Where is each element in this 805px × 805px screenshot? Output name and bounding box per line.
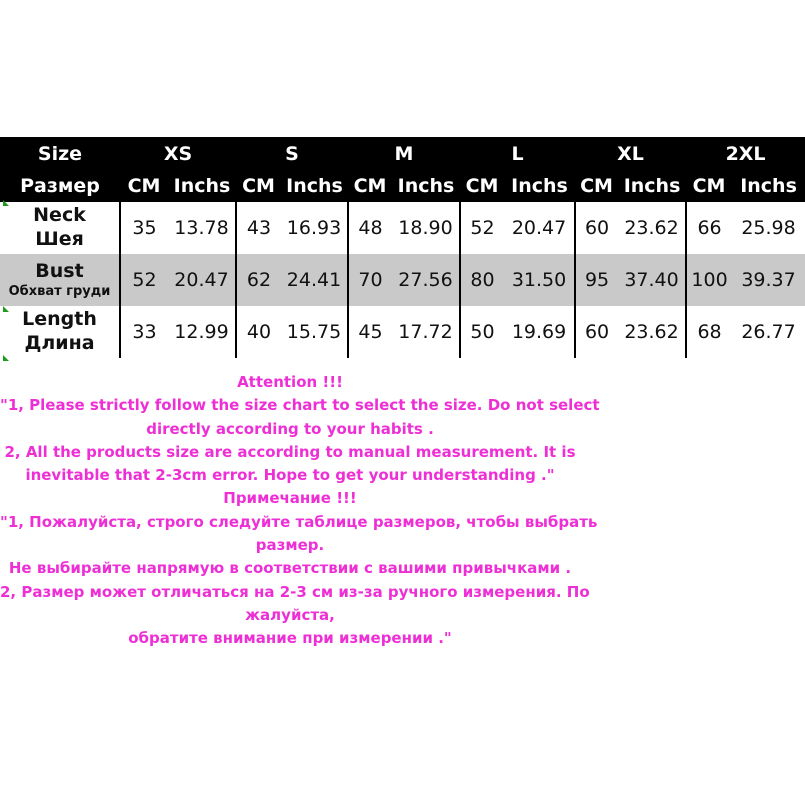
unit-inch-header: Inchs (173, 175, 231, 197)
table-cell: 12.99 (168, 306, 236, 358)
table-cell: 48 (358, 217, 383, 239)
notes-line: жалуйста, (245, 605, 335, 624)
row-label-en: Bust (35, 260, 84, 282)
size-chart (0, 137, 805, 361)
unit-cm-header: CM (465, 175, 499, 197)
table-cell: 52 (470, 217, 495, 239)
table-cell: 19.69 (504, 306, 575, 358)
size-header: L (511, 142, 524, 165)
notes-line: "1, Please strictly follow the size chart to select the size. Do not select (0, 396, 600, 415)
table-cell: 60 (584, 217, 610, 239)
table-cell: 100 (686, 254, 732, 306)
unit-inch-header: Inchs (623, 175, 681, 197)
header-size-row (0, 137, 805, 170)
table-cell: 66 (697, 217, 722, 239)
unit-inch-header: Inchs (286, 175, 343, 197)
table-cell: 25.98 (741, 217, 796, 239)
notes-line: inevitable that 2-3cm error. Hope to get your understanding ." (25, 466, 555, 485)
table-cell: 39.37 (732, 254, 805, 306)
unit-inch-header: Inchs (740, 175, 797, 197)
unit-cm-header: CM (127, 175, 161, 197)
table-cell: 43 (246, 217, 272, 239)
size-header: XL (617, 142, 644, 165)
header-label-en: Size (37, 142, 83, 165)
size-table (0, 137, 805, 358)
table-cell: 37.40 (618, 254, 686, 306)
unit-cm-header: CM (242, 175, 275, 197)
notes-line: 2, All the products size are according to manual measurement. It is (4, 442, 576, 461)
table-cell: 80 (460, 254, 504, 306)
table-cell: 60 (584, 321, 610, 343)
size-header: M (394, 142, 414, 165)
cell-comment-marker (3, 306, 9, 312)
table-cell: 31.50 (504, 254, 575, 306)
row-label (0, 306, 120, 358)
unit-inch-header: Inchs (511, 175, 568, 197)
table-cell: 17.72 (392, 306, 460, 358)
table-cell: 52 (120, 254, 168, 306)
row-label-en: Neck (33, 204, 86, 227)
notes-line: Attention !!! (237, 373, 343, 391)
table-cell: 23.62 (618, 202, 686, 254)
table-cell: 70 (348, 254, 392, 306)
table-cell: 68 (697, 321, 722, 343)
table-row-bust (0, 254, 805, 306)
table-cell: 15.75 (281, 306, 348, 358)
notes-line: Не выбирайте напрямую в соответствии с вашими привычками . (8, 559, 572, 578)
notes-line: "1, Пожалуйста, строго следуйте таблице размеров, чтобы выбрать (0, 512, 598, 531)
table-cell: 45 (358, 321, 383, 343)
row-label (0, 202, 120, 254)
table-cell: 24.41 (281, 254, 348, 306)
unit-cm-header: CM (580, 175, 613, 197)
header-label-ru: Размер (20, 175, 100, 197)
table-cell: 62 (236, 254, 281, 306)
table-cell: 27.56 (392, 254, 460, 306)
notes-line: 2, Размер может отличаться на 2-3 см из-за ручного измерения. По (0, 582, 590, 601)
table-cell: 33 (120, 306, 168, 358)
notes-line: Примечание !!! (223, 489, 357, 508)
row-label-ru: Длина (24, 332, 95, 354)
size-notes (0, 371, 600, 651)
unit-cm-header: CM (353, 175, 387, 197)
notes-line: обратите внимание при измерении ." (128, 629, 452, 648)
header-unit-row (0, 170, 805, 202)
unit-inch-header: Inchs (397, 175, 455, 197)
cell-comment-marker (3, 355, 9, 361)
table-cell: 40 (246, 321, 272, 343)
table-cell: 20.47 (168, 254, 236, 306)
row-label-en: Length (22, 308, 97, 331)
row-label-ru: Обхват груди (8, 283, 111, 299)
table-row-length (0, 306, 805, 358)
table-cell: 20.47 (504, 202, 575, 254)
cell-comment-marker (3, 200, 9, 206)
row-label (0, 254, 120, 306)
size-header: XS (163, 142, 193, 165)
notes-line: размер. (255, 536, 325, 555)
table-cell: 23.62 (618, 306, 686, 358)
table-cell: 13.78 (168, 202, 236, 254)
table-row-neck (0, 202, 805, 254)
table-cell: 26.77 (741, 321, 796, 343)
table-cell: 16.93 (281, 202, 348, 254)
table-cell: 50 (470, 321, 495, 343)
row-label-ru: Шея (35, 228, 84, 250)
table-cell: 18.90 (392, 202, 460, 254)
notes-line: directly according to your habits . (146, 419, 434, 438)
table-cell: 35 (120, 202, 168, 254)
size-header: 2XL (725, 142, 766, 165)
unit-cm-header: CM (692, 175, 726, 197)
table-cell: 95 (575, 254, 618, 306)
size-header: S (285, 142, 299, 165)
